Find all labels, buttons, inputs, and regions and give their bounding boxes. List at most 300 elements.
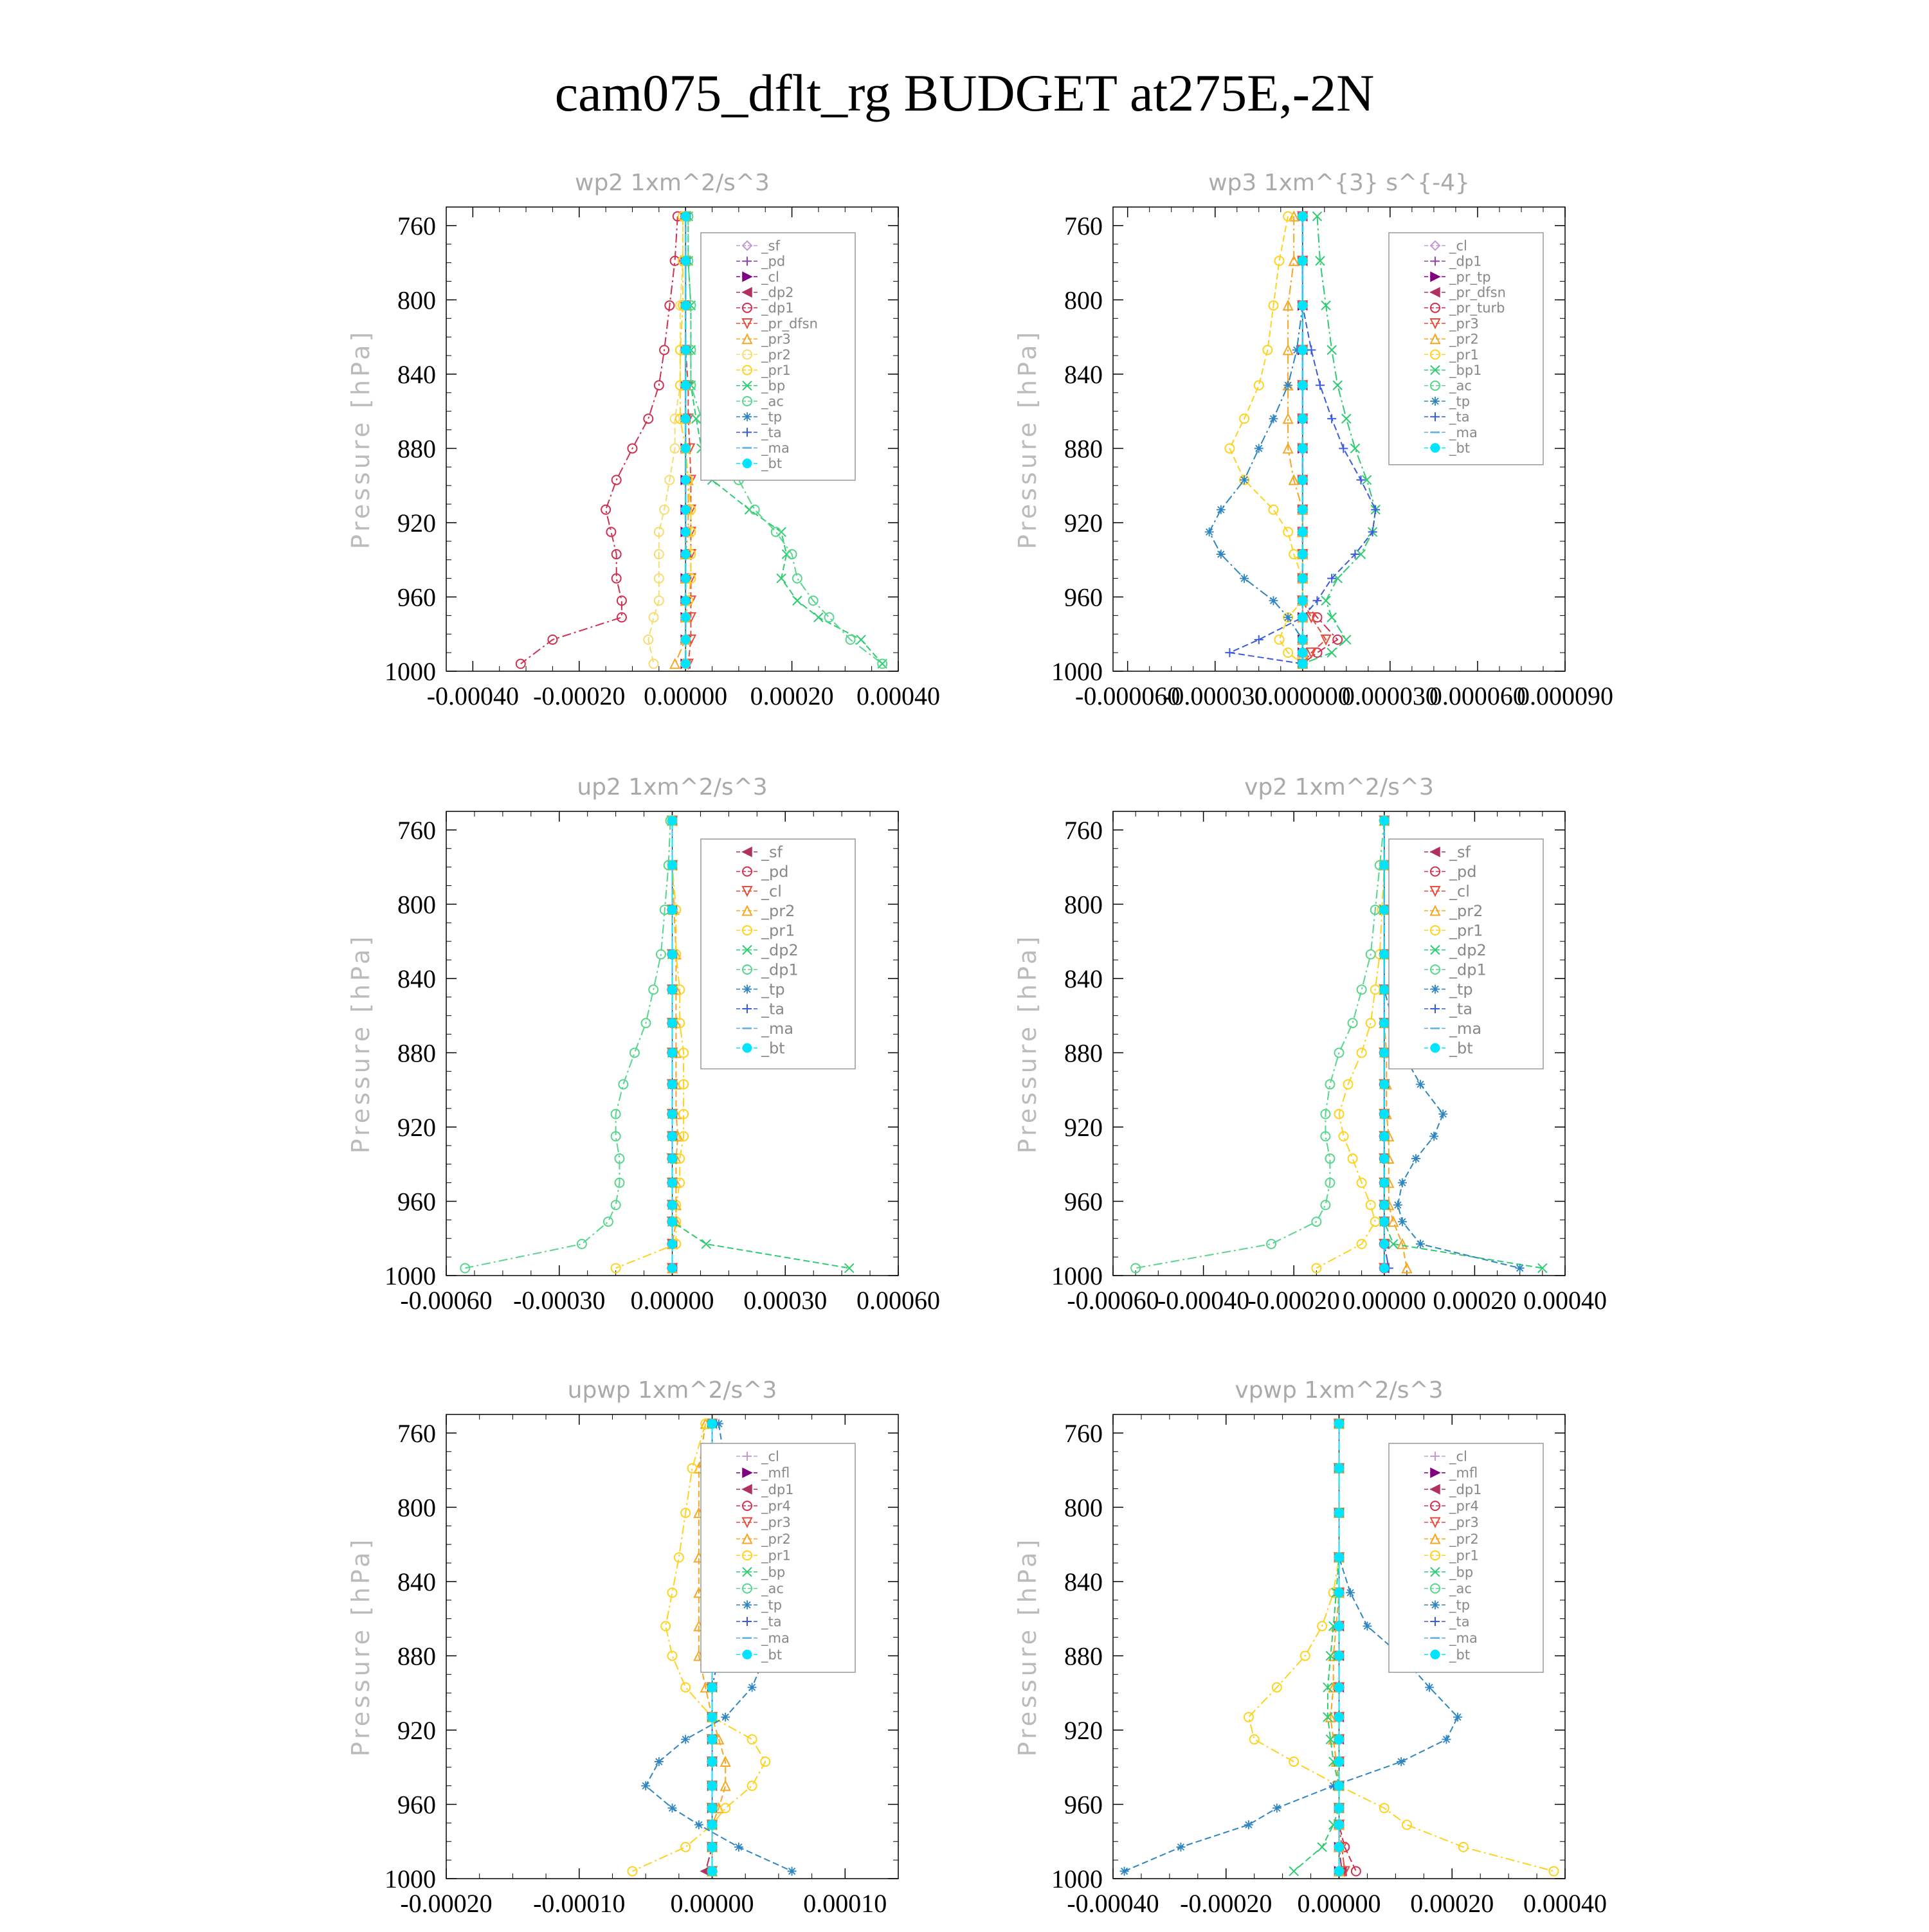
legend-label: _dp2	[761, 941, 799, 959]
legend-label: _bt	[761, 1647, 783, 1663]
legend-label: _ma	[761, 1630, 790, 1647]
x-tick-label: -0.000030	[1163, 682, 1268, 710]
legend-marker	[1431, 397, 1440, 406]
data-point-bt	[1380, 985, 1389, 994]
legend-label: _tp	[1449, 1597, 1471, 1613]
y-tick-label: 960	[397, 1790, 436, 1819]
data-point-bt	[681, 596, 690, 605]
legend-label: _pr_dfsn	[1449, 284, 1506, 300]
y-tick-label: 920	[397, 508, 436, 537]
data-point-bt	[668, 1200, 677, 1209]
x-tick-label: -0.00040	[1067, 1889, 1159, 1918]
legend-label: _pr_turb	[1449, 300, 1505, 316]
data-point-bt	[1335, 1588, 1344, 1597]
legend-label: _pr3	[761, 331, 791, 347]
data-point-tp	[1283, 613, 1292, 622]
y-tick-label: 1000	[385, 1864, 436, 1893]
data-point-bt	[708, 1757, 717, 1766]
legend-label: _ac	[1449, 1580, 1472, 1596]
x-tick-label: -0.00020	[533, 682, 626, 710]
legend-label: _ta	[1449, 1000, 1473, 1018]
data-point-tp	[1438, 1110, 1447, 1119]
legend-label: _pr2	[1449, 1531, 1479, 1547]
y-tick-label: 800	[1064, 890, 1103, 919]
data-point-tp	[1217, 550, 1226, 559]
data-point-bt	[681, 574, 690, 583]
data-point-tp	[1272, 1803, 1281, 1812]
data-point-tp	[1416, 1240, 1425, 1249]
legend-label: _pr2	[761, 901, 795, 920]
data-point-tp	[1269, 596, 1278, 605]
data-point-tp	[1205, 527, 1214, 536]
data-point-tp	[1244, 1820, 1253, 1829]
y-tick-label: 760	[397, 1418, 436, 1448]
legend-label: _bt	[1449, 1647, 1471, 1663]
legend-label: _pr1	[761, 921, 795, 940]
legend-label: _pr2	[761, 347, 791, 363]
data-point-bt	[1335, 1419, 1344, 1428]
y-tick-label: 960	[397, 1187, 436, 1216]
legend-label: _sf	[761, 843, 783, 862]
data-point-bt	[668, 950, 677, 959]
data-point-tp	[1425, 1683, 1434, 1692]
data-point-tp	[721, 1713, 730, 1722]
y-tick-label: 840	[1064, 1567, 1103, 1596]
data-point-bt	[1298, 476, 1307, 485]
y-tick-label: 920	[1064, 1112, 1103, 1142]
legend-label: _pr3	[1449, 1515, 1479, 1531]
y-tick-label: 760	[1064, 211, 1103, 240]
x-tick-label: 0.000090	[1517, 682, 1613, 710]
legend-label: _ac	[1449, 378, 1472, 394]
legend-label: _ta	[761, 1000, 785, 1018]
data-point-bt	[1298, 613, 1307, 622]
data-point-bt	[681, 659, 690, 668]
y-tick-label: 840	[1064, 359, 1103, 389]
data-point-bt	[668, 1080, 677, 1089]
legend-label: _dp2	[761, 284, 794, 300]
data-point-bt	[681, 301, 690, 310]
legend-label: _mfl	[1449, 1465, 1478, 1481]
data-point-bt	[1380, 1200, 1389, 1209]
figure-title: cam075_dflt_rg BUDGET at275E,-2N	[554, 64, 1375, 122]
legend-label: _pr4	[1449, 1498, 1479, 1514]
data-point-bt	[668, 1178, 677, 1187]
data-point-tp	[1240, 574, 1249, 583]
data-point-bt	[1335, 1866, 1344, 1875]
y-tick-label: 1000	[1051, 657, 1103, 686]
data-point-bt	[1335, 1508, 1344, 1517]
data-point-bt	[668, 1154, 677, 1163]
panel-title: wp3 1xm^{3} s^{-4}	[1208, 170, 1470, 196]
data-point-tp	[788, 1866, 797, 1875]
legend-label: _pr1	[1449, 1548, 1479, 1564]
x-tick-label: 0.00020	[1433, 1286, 1517, 1315]
data-point-bt	[1298, 345, 1307, 354]
y-tick-label: 760	[397, 815, 436, 845]
legend-label: _ma	[1449, 1630, 1478, 1647]
legend-label: _pr1	[1449, 347, 1479, 363]
data-point-tp	[734, 1843, 743, 1852]
legend-label: _ac	[761, 393, 784, 410]
legend-label: _pd	[761, 253, 786, 269]
data-point-bt	[668, 1217, 677, 1226]
legend-label: _ma	[761, 440, 790, 456]
data-point-bt	[1298, 574, 1307, 583]
x-tick-label: 0.00040	[1523, 1889, 1607, 1918]
legend-label: _pr3	[761, 1515, 791, 1531]
data-point-bt	[708, 1820, 717, 1829]
data-point-tp	[1363, 1621, 1372, 1630]
x-tick-label: -0.00040	[1157, 1286, 1250, 1315]
data-point-tp	[1393, 1200, 1402, 1209]
data-point-bt	[708, 1866, 717, 1875]
panel-title: up2 1xm^2/s^3	[577, 774, 768, 800]
data-point-bt	[1335, 1621, 1344, 1630]
legend-label: _dp2	[1449, 941, 1487, 959]
x-tick-label: 0.00040	[856, 682, 940, 710]
y-tick-label: 880	[1064, 1641, 1103, 1671]
y-tick-label: 960	[1064, 1790, 1103, 1819]
legend-label: _pr1	[1449, 921, 1483, 940]
data-point-bt	[681, 444, 690, 453]
data-point-bt	[1380, 950, 1389, 959]
legend-label: _ta	[1449, 409, 1470, 425]
data-point-bt	[681, 257, 690, 266]
x-tick-label: -0.00060	[1067, 1286, 1159, 1315]
y-tick-label: 800	[397, 1493, 436, 1522]
legend-label: _ma	[1449, 424, 1478, 440]
y-tick-label: 960	[1064, 582, 1103, 612]
legend-marker	[1431, 444, 1440, 453]
data-point-bt	[1380, 861, 1389, 870]
data-point-bt	[708, 1735, 717, 1744]
legend-label: _tp	[1449, 980, 1473, 998]
data-point-bt	[668, 816, 677, 825]
data-point-bt	[1298, 212, 1307, 221]
data-point-bt	[1335, 1713, 1344, 1722]
data-point-bt	[1380, 1217, 1389, 1226]
legend-label: _cl	[761, 882, 782, 901]
legend-label: _dp1	[1449, 253, 1482, 269]
data-point-bt	[668, 1048, 677, 1057]
data-point-bt	[681, 550, 690, 559]
data-point-bt	[1380, 1048, 1389, 1057]
y-tick-label: 840	[397, 964, 436, 993]
legend-label: _sf	[761, 238, 780, 254]
data-point-bt	[681, 613, 690, 622]
legend-marker	[743, 459, 752, 468]
x-tick-label: -0.000060	[1075, 682, 1181, 710]
legend-marker	[743, 412, 752, 421]
y-tick-label: 880	[397, 1038, 436, 1068]
data-point-bt	[1298, 648, 1307, 657]
x-tick-label: 0.000030	[1341, 682, 1438, 710]
x-tick-label: 0.00000	[670, 1889, 754, 1918]
data-point-bt	[1335, 1757, 1344, 1766]
data-point-bt	[681, 212, 690, 221]
x-tick-label: 0.00000	[1297, 1889, 1381, 1918]
y-tick-label: 880	[397, 434, 436, 464]
data-point-bt	[1380, 905, 1389, 914]
data-point-bt	[681, 635, 690, 644]
legend-label: _pd	[1449, 862, 1477, 881]
y-axis-label: Pressure [hPa]	[1013, 1536, 1042, 1757]
legend-label: _bp	[1449, 1564, 1474, 1580]
data-point-bt	[668, 985, 677, 994]
data-point-bt	[668, 861, 677, 870]
data-point-tp	[1217, 505, 1226, 514]
legend-label: _mfl	[761, 1465, 790, 1481]
data-point-tp	[1397, 1757, 1406, 1766]
legend-marker	[1431, 1650, 1440, 1659]
legend-label: _tp	[1449, 393, 1471, 410]
legend-label: _tp	[761, 1597, 783, 1613]
legend-label: _ac	[761, 1580, 784, 1596]
data-point-bt	[1298, 527, 1307, 536]
y-tick-label: 1000	[1051, 1261, 1103, 1290]
data-point-bt	[1380, 1240, 1389, 1249]
y-axis-label: Pressure [hPa]	[347, 329, 375, 550]
legend-label: _sf	[1449, 843, 1471, 862]
y-axis-label: Pressure [hPa]	[1013, 933, 1042, 1154]
x-tick-label: -0.00030	[513, 1286, 606, 1315]
y-tick-label: 920	[397, 1112, 436, 1142]
y-tick-label: 800	[397, 285, 436, 315]
x-tick-label: 0.00060	[856, 1286, 940, 1315]
legend-label: _ma	[761, 1019, 794, 1038]
legend-label: _bt	[761, 1039, 785, 1058]
data-point-bt	[668, 1263, 677, 1272]
data-point-tp	[641, 1782, 650, 1791]
data-point-bt	[681, 527, 690, 536]
data-point-bt	[1298, 257, 1307, 266]
data-point-tp	[1254, 444, 1263, 453]
panel-title: vpwp 1xm^2/s^3	[1235, 1377, 1444, 1404]
data-point-bt	[681, 381, 690, 390]
y-tick-label: 880	[397, 1641, 436, 1671]
y-tick-label: 920	[1064, 1715, 1103, 1745]
data-point-bt	[1335, 1803, 1344, 1812]
data-point-bt	[1298, 659, 1307, 668]
data-point-bt	[668, 1132, 677, 1141]
legend-label: _tp	[761, 980, 785, 998]
data-point-bt	[681, 414, 690, 423]
y-axis-label: Pressure [hPa]	[1013, 329, 1042, 550]
data-point-bt	[1335, 1843, 1344, 1852]
y-tick-label: 840	[1064, 964, 1103, 993]
data-point-tp	[1411, 1154, 1420, 1163]
legend-marker	[743, 1043, 752, 1052]
legend	[1389, 233, 1543, 465]
legend-label: _cl	[761, 269, 779, 285]
data-point-tp	[655, 1757, 664, 1766]
legend-label: _bp1	[1449, 362, 1482, 378]
data-point-bt	[1335, 1782, 1344, 1791]
data-point-tp	[1516, 1263, 1525, 1272]
data-point-tp	[1120, 1866, 1129, 1875]
data-point-tp	[1453, 1713, 1462, 1722]
data-point-tp	[1283, 381, 1292, 390]
legend-label: _dp1	[761, 1481, 794, 1497]
legend-label: _ma	[1449, 1019, 1482, 1038]
legend-label: _pr3	[1449, 316, 1479, 332]
x-tick-label: 0.000060	[1429, 682, 1526, 710]
legend-label: _ta	[761, 1614, 782, 1630]
x-tick-label: 0.00010	[803, 1889, 887, 1918]
legend-label: _pr2	[1449, 331, 1479, 347]
data-point-bt	[668, 1240, 677, 1249]
x-tick-label: 0.00040	[1523, 1286, 1607, 1315]
x-tick-label: -0.00010	[533, 1889, 626, 1918]
data-point-bt	[1335, 1553, 1344, 1562]
data-point-bt	[668, 1110, 677, 1119]
y-tick-label: 800	[1064, 285, 1103, 315]
legend-label: _pr2	[761, 1531, 791, 1547]
legend-label: _pr1	[761, 362, 791, 378]
legend	[1389, 1443, 1543, 1672]
data-point-bt	[1380, 816, 1389, 825]
data-point-bt	[1298, 596, 1307, 605]
x-tick-label: -0.00040	[426, 682, 520, 710]
panel-title: wp2 1xm^2/s^3	[575, 170, 770, 196]
legend-label: _dp1	[761, 300, 794, 316]
legend	[701, 839, 855, 1069]
y-tick-label: 880	[1064, 1038, 1103, 1068]
legend-label: _bp	[761, 378, 786, 394]
data-point-bt	[1380, 1018, 1389, 1027]
data-point-bt	[681, 505, 690, 514]
data-point-bt	[1380, 1178, 1389, 1187]
data-point-bt	[1298, 381, 1307, 390]
legend-label: _pr_tp	[1449, 269, 1491, 285]
panel-title: vp2 1xm^2/s^3	[1244, 774, 1434, 800]
data-point-bt	[708, 1782, 717, 1791]
data-point-tp	[1176, 1843, 1185, 1852]
legend	[1389, 839, 1543, 1069]
legend-label: _pr4	[761, 1498, 791, 1514]
x-tick-label: -0.00020	[400, 1889, 493, 1918]
legend-label: _pd	[761, 862, 789, 881]
data-point-bt	[1298, 301, 1307, 310]
y-tick-label: 800	[1064, 1493, 1103, 1522]
legend-label: _bp	[761, 1564, 786, 1580]
legend-marker	[743, 1650, 752, 1659]
x-tick-label: -0.00020	[1180, 1889, 1272, 1918]
legend-label: _cl	[1449, 882, 1470, 901]
legend-marker	[743, 985, 752, 994]
data-point-tp	[1429, 1132, 1438, 1141]
data-point-bt	[1335, 1820, 1344, 1829]
legend-label: _pr1	[761, 1548, 791, 1564]
data-point-tp	[681, 1735, 690, 1744]
legend-label: _pr_dfsn	[761, 316, 818, 332]
data-point-tp	[668, 1803, 677, 1812]
y-tick-label: 760	[397, 211, 436, 240]
legend-marker	[1431, 1043, 1440, 1052]
legend-label: _dp1	[1449, 961, 1487, 979]
data-point-tp	[1442, 1735, 1451, 1744]
y-tick-label: 960	[1064, 1187, 1103, 1216]
legend-label: _pr2	[1449, 901, 1483, 920]
legend-label: _cl	[1449, 1449, 1467, 1465]
x-tick-label: -0.00020	[1247, 1286, 1340, 1315]
legend-label: _ta	[761, 424, 782, 440]
legend-label: _dp1	[761, 961, 799, 979]
data-point-tp	[1240, 476, 1249, 485]
data-point-bt	[708, 1803, 717, 1812]
y-tick-label: 1000	[1051, 1864, 1103, 1893]
y-tick-label: 800	[397, 890, 436, 919]
data-point-bt	[1298, 505, 1307, 514]
y-tick-label: 840	[397, 1567, 436, 1596]
data-point-tp	[1346, 1588, 1355, 1597]
data-point-bt	[1380, 1263, 1389, 1272]
data-point-tp	[1398, 1217, 1407, 1226]
y-tick-label: 1000	[385, 1261, 436, 1290]
data-point-bt	[1380, 1154, 1389, 1163]
data-point-bt	[1298, 550, 1307, 559]
legend-label: _dp1	[1449, 1481, 1482, 1497]
x-tick-label: 0.00020	[750, 682, 834, 710]
data-point-bt	[1298, 414, 1307, 423]
legend	[701, 233, 855, 480]
legend-label: _tp	[761, 409, 783, 425]
data-point-bt	[681, 476, 690, 485]
legend-label: _bt	[1449, 1039, 1473, 1058]
x-tick-label: 0.00030	[743, 1286, 828, 1315]
data-point-tp	[694, 1820, 703, 1829]
y-tick-label: 760	[1064, 1418, 1103, 1448]
data-point-bt	[1380, 1110, 1389, 1119]
data-point-bt	[1335, 1464, 1344, 1473]
y-tick-label: 1000	[385, 657, 436, 686]
data-point-tp	[1416, 1080, 1425, 1089]
data-point-bt	[1380, 1080, 1389, 1089]
data-point-bt	[708, 1843, 717, 1852]
legend-label: _cl	[761, 1449, 779, 1465]
x-tick-label: 0.00000	[630, 1286, 714, 1315]
y-tick-label: 760	[1064, 815, 1103, 845]
data-point-bt	[708, 1419, 717, 1428]
data-point-tp	[1398, 1178, 1407, 1187]
data-point-tp	[748, 1683, 757, 1692]
legend-label: _cl	[1449, 238, 1467, 254]
y-tick-label: 880	[1064, 434, 1103, 464]
x-tick-label: 0.00000	[644, 682, 728, 710]
data-point-bt	[1335, 1683, 1344, 1692]
x-tick-label: -0.00060	[400, 1286, 493, 1315]
legend-label: _ta	[1449, 1614, 1470, 1630]
y-tick-label: 840	[397, 359, 436, 389]
legend-marker	[1431, 985, 1440, 994]
data-point-bt	[668, 1018, 677, 1027]
data-point-bt	[681, 345, 690, 354]
data-point-bt	[708, 1713, 717, 1722]
y-axis-label: Pressure [hPa]	[347, 1536, 375, 1757]
legend	[701, 1443, 855, 1672]
data-point-bt	[1298, 635, 1307, 644]
x-tick-label: 0.00020	[1410, 1889, 1494, 1918]
legend-label: _bt	[1449, 440, 1471, 456]
y-tick-label: 920	[397, 1715, 436, 1745]
x-tick-label: 0.00000	[1342, 1286, 1426, 1315]
data-point-bt	[1298, 444, 1307, 453]
legend-marker	[1431, 1600, 1440, 1609]
legend-marker	[743, 1600, 752, 1609]
panel-title: upwp 1xm^2/s^3	[567, 1377, 777, 1404]
legend-label: _bt	[761, 456, 783, 472]
